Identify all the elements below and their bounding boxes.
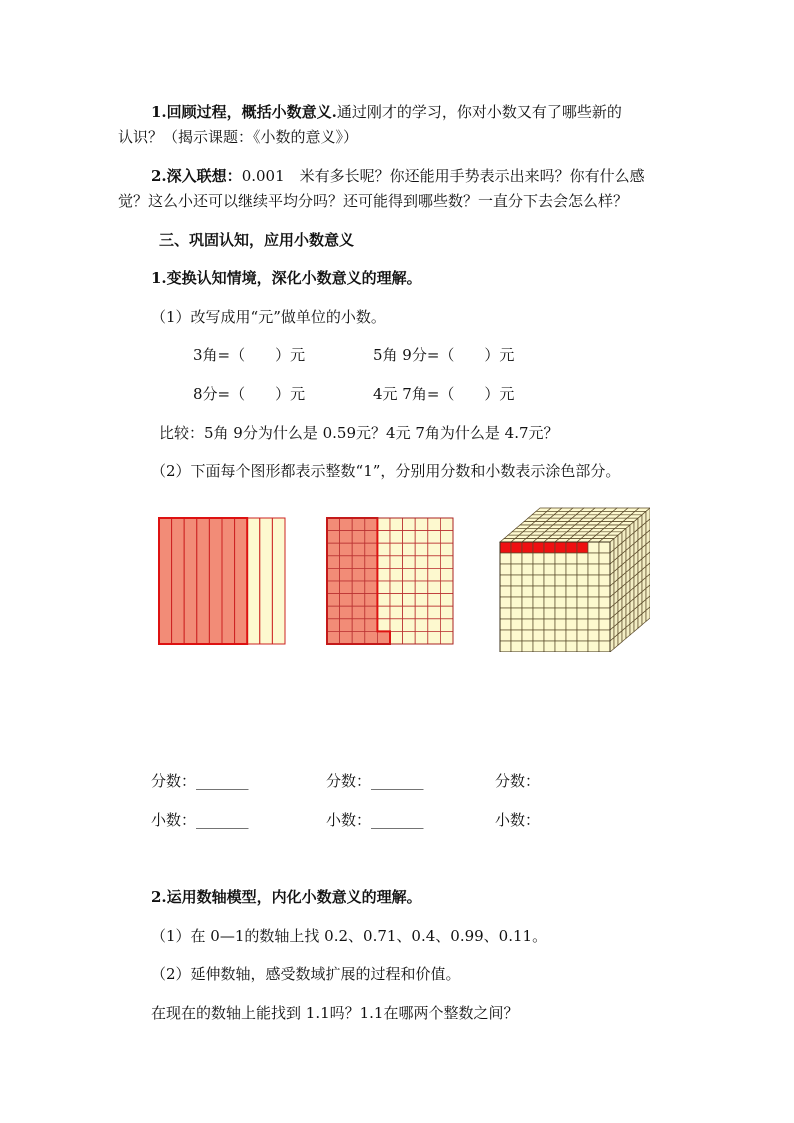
grid-cell [327,606,340,619]
cube-front-cell [577,619,588,630]
grid-cell [390,631,403,644]
paragraph-lead: 回顾过程，概括小数意义. [166,103,337,121]
grid-cell [365,543,378,556]
cube-front-cell [588,597,599,608]
cube-front-cell [500,641,511,652]
cube-front-cell [533,619,544,630]
decimal-answer-3: 小数： [495,811,541,829]
strip-cell [209,518,222,644]
cube-front-cell [522,564,533,575]
grid-cell [365,518,378,531]
cube-front-cell [555,641,566,652]
cube-figure [498,506,650,652]
cube-front-cell [555,619,566,630]
grid-cell [428,594,441,607]
cube-front-cell [588,619,599,630]
paragraph-association [151,166,645,186]
question-5: 在现在的数轴上能找到 1.1吗？1.1在哪两个整数之间？ [151,1004,519,1022]
cube-front-cell [577,586,588,597]
cube-front-cell [511,553,522,564]
grid-cell [365,568,378,581]
cube-front-cell [522,597,533,608]
question-1-intro: （1）改写成用“元”做单位的小数。 [151,308,386,326]
cube-front-cell [500,564,511,575]
grid-cell [415,531,428,544]
comparison-question: 比较：5角 9分为什么是 0.59元？4元 7角为什么是 4.7元？ [159,424,559,442]
strip-cell [172,518,185,644]
grid-cell [377,568,390,581]
cube-front-cell [544,641,555,652]
grid-cell [403,531,416,544]
grid-cell [327,518,340,531]
grid-cell [377,619,390,632]
cube-front-cell [511,597,522,608]
exercise-c: 8分=（ ）元 [193,385,306,403]
grid-cell [327,531,340,544]
grid-cell [365,606,378,619]
grid-cell [415,556,428,569]
cube-front-cell [588,553,599,564]
cube-front-cell [533,575,544,586]
grid-cell [340,594,353,607]
grid-cell [390,543,403,556]
cube-front-cell [588,575,599,586]
grid-cell [327,581,340,594]
cube-front-cell [511,619,522,630]
question-3: （1）在 0—1的数轴上找 0.2、0.71、0.4、0.99、0.11。 [151,927,548,945]
cube-front-cell [533,630,544,641]
cube-front-cell [500,586,511,597]
grid-cell [365,594,378,607]
grid-cell [440,619,453,632]
grid-cell [403,543,416,556]
shaded-cube [577,542,588,553]
cube-front-cell [555,597,566,608]
cube-front-cell [500,619,511,630]
cube-front-cell [588,630,599,641]
paragraph-text: 通过刚才的学习，你对小数又有了哪些新的 [336,103,622,121]
grid-cell [390,594,403,607]
cube-front-cell [566,619,577,630]
cube-front-cell [533,597,544,608]
grid-cell [403,594,416,607]
grid-cell [428,631,441,644]
shaded-cube [544,542,555,553]
grid-cell [428,518,441,531]
grid-cell [428,606,441,619]
decimal-answer-1: 小数：_______ [151,811,249,829]
cube-front-cell [577,564,588,575]
grid-cell [340,556,353,569]
cube-front-cell [555,564,566,575]
strip-cell [260,518,273,644]
exercise-d: 4元 7角=（ ）元 [373,385,515,403]
paragraph-lead: 深入联想： [166,167,242,185]
shaded-cube [500,542,511,553]
grid-cell [352,631,365,644]
cube-front-cell [555,630,566,641]
cube-front-cell [544,608,555,619]
grid-cell [415,543,428,556]
grid-cell [415,606,428,619]
cube-front-cell [566,586,577,597]
cube-front-cell [555,586,566,597]
grid-cell [340,568,353,581]
cube-front-cell [533,641,544,652]
grid-cell [352,556,365,569]
grid-cell [377,531,390,544]
cube-front-cell [544,619,555,630]
cube-front-cell [544,597,555,608]
paragraph-text: 0.001 米有多长呢？你还能用手势表示出来吗？你有什么感 [241,167,645,185]
grid-cell [352,619,365,632]
cube-front-cell [522,608,533,619]
subheading-2: 2.运用数轴模型，内化小数意义的理解。 [151,888,422,906]
grid-cell [440,518,453,531]
shaded-cube [511,542,522,553]
cube-front-cell [588,564,599,575]
paragraph-review [151,102,622,122]
grid-cell [390,531,403,544]
grid-cell [352,543,365,556]
strip-cell [235,518,248,644]
cube-front-cell [555,608,566,619]
grid-cell [390,606,403,619]
grid-cell [377,518,390,531]
strip-cell [272,518,285,644]
grid-cell [340,518,353,531]
grid-cell [377,594,390,607]
grid-cell [365,619,378,632]
grid-cell [340,631,353,644]
strip-cell [197,518,210,644]
cube-front-cell [599,630,610,641]
grid-cell [403,556,416,569]
grid-cell [440,568,453,581]
shaded-cube [522,542,533,553]
cube-front-cell [599,553,610,564]
cube-front-cell [588,641,599,652]
cube-front-cell [533,564,544,575]
cube-front-cell [500,630,511,641]
cube-front-cell [533,608,544,619]
cube-front-cell [522,586,533,597]
grid-cell [327,543,340,556]
cube-front-cell [511,586,522,597]
grid-cell [365,531,378,544]
fraction-answer-2: 分数：_______ [326,772,424,790]
cube-front-cell [533,586,544,597]
cube-front-cell [544,586,555,597]
grid-cell [327,568,340,581]
cube-front-cell [500,597,511,608]
cube-front-cell [599,575,610,586]
section-heading: 三、巩固认知，应用小数意义 [159,231,355,249]
decimal-answer-2: 小数：_______ [326,811,424,829]
grid-cell [340,543,353,556]
cube-front-cell [577,597,588,608]
grid-cell [403,518,416,531]
cube-front-cell [577,553,588,564]
grid-cell [327,556,340,569]
grid-cell [403,619,416,632]
exercise-b: 5角 9分=（ ）元 [373,346,515,364]
grid-cell [390,518,403,531]
question-2-intro: （2）下面每个图形都表示整数“1”，分别用分数和小数表示涂色部分。 [151,462,621,480]
grid-cell [352,581,365,594]
grid-cell [403,568,416,581]
cube-front-cell [588,608,599,619]
grid-cell [415,594,428,607]
paragraph-number: 1. [151,103,167,121]
cube-front-cell [566,641,577,652]
grid-cell [365,556,378,569]
grid-cell [390,619,403,632]
cube-front-cell [599,619,610,630]
grid-cell [440,531,453,544]
grid-cell [352,594,365,607]
grid-cell [428,556,441,569]
grid-cell [327,619,340,632]
grid-cell [340,606,353,619]
grid-cell [377,556,390,569]
subheading-1: 1.变换认知情境，深化小数意义的理解。 [151,269,422,287]
cube-front-cell [588,586,599,597]
strip-cell [222,518,235,644]
grid-cell [415,518,428,531]
grid-cell [415,568,428,581]
cube-front-cell [522,630,533,641]
cube-front-cell [500,553,511,564]
cube-front-cell [566,608,577,619]
cube-front-cell [511,641,522,652]
grid-cell [440,543,453,556]
grid-cell [428,543,441,556]
grid-cell [428,568,441,581]
strip-cell [159,518,172,644]
grid-cell [352,531,365,544]
grid-cell [340,531,353,544]
grid-cell [352,568,365,581]
fraction-answer-1: 分数：_______ [151,772,249,790]
cube-front-cell [599,608,610,619]
grid-cell [365,631,378,644]
cube-front-cell [511,564,522,575]
grid-cell [428,619,441,632]
fraction-answer-3: 分数： [495,772,541,790]
grid-cell [377,606,390,619]
cube-front-cell [599,597,610,608]
cube-front-cell [522,553,533,564]
grid-cell [377,543,390,556]
cube-front-cell [599,641,610,652]
grid-cell [390,556,403,569]
cube-front-cell [555,553,566,564]
grid-cell [415,619,428,632]
cube-front-cell [533,553,544,564]
cube-front-cell [566,575,577,586]
grid-cell [440,594,453,607]
grid-cell [390,581,403,594]
strip-cell [184,518,197,644]
cube-front-cell [500,575,511,586]
grid-cell [428,581,441,594]
grid-cell [377,581,390,594]
paragraph-review-line2: 认识？（揭示课题：《小数的意义》） [118,128,359,146]
shaded-cube [566,542,577,553]
cube-front-cell [577,608,588,619]
grid-cell [440,631,453,644]
cube-front-cell [511,575,522,586]
cube-front-cell [500,608,511,619]
grid-cell [365,581,378,594]
cube-front-cell [544,564,555,575]
cube-front-cell [544,553,555,564]
cube-front-cell [522,575,533,586]
shaded-cube [533,542,544,553]
cube-front-cell [577,575,588,586]
cube-front-cell [566,630,577,641]
grid-figure [326,517,457,647]
cube-front-cell [566,553,577,564]
grid-cell [415,581,428,594]
cube-front-cell [511,608,522,619]
cube-front-cell [566,597,577,608]
cube-front-cell [522,619,533,630]
grid-cell [415,631,428,644]
grid-cell [340,619,353,632]
exercise-a: 3角=（ ）元 [193,346,306,364]
grid-cell [403,606,416,619]
paragraph-number: 2. [151,167,167,185]
cube-front-cell [511,630,522,641]
cube-front-cell [588,542,599,553]
cube-front-cell [577,630,588,641]
strip-cell [247,518,260,644]
question-4: （2）延伸数轴，感受数域扩展的过程和价值。 [151,965,461,983]
grid-cell [352,518,365,531]
cube-front-cell [522,641,533,652]
grid-cell [440,606,453,619]
cube-front-cell [599,586,610,597]
cube-front-cell [577,641,588,652]
strip-figure [158,517,288,647]
cube-front-cell [599,542,610,553]
grid-cell [403,631,416,644]
grid-cell [327,631,340,644]
grid-cell [377,631,390,644]
paragraph-association-line2: 觉？这么小还可以继续平均分吗？还可能得到哪些数？一直分下去会怎么样？ [118,192,629,210]
cube-front-cell [555,575,566,586]
grid-cell [440,581,453,594]
cube-front-cell [566,564,577,575]
cube-front-cell [544,630,555,641]
grid-cell [440,556,453,569]
shaded-cube [555,542,566,553]
cube-front-cell [544,575,555,586]
grid-cell [352,606,365,619]
grid-cell [327,594,340,607]
grid-cell [428,531,441,544]
grid-cell [390,568,403,581]
grid-cell [340,581,353,594]
cube-front-cell [599,564,610,575]
grid-cell [403,581,416,594]
